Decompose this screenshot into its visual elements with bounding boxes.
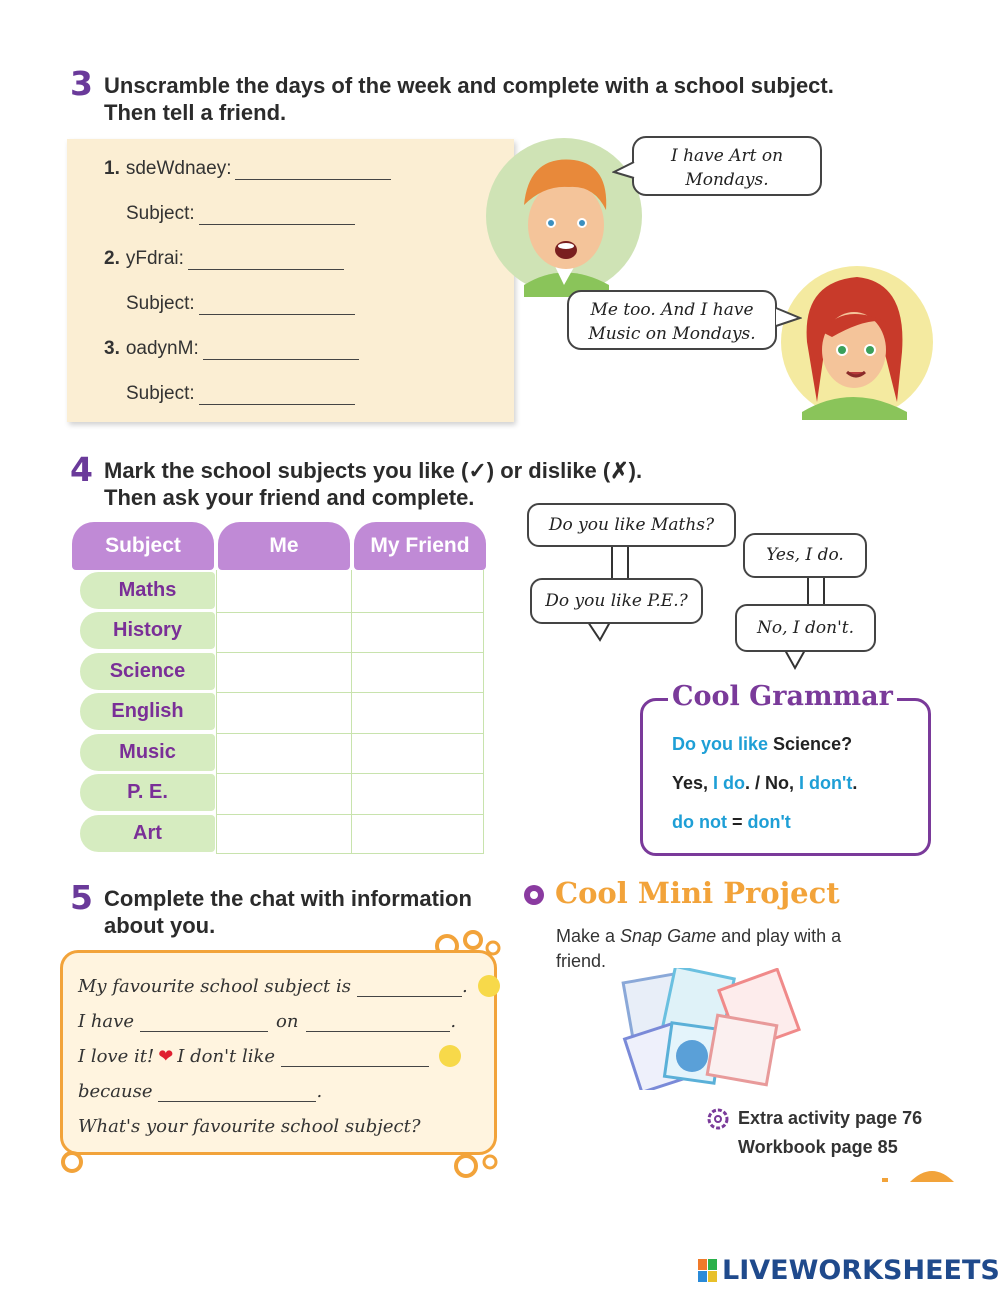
cell-history-me[interactable] (216, 613, 352, 653)
chat-line-2 (78, 1011, 456, 1032)
liveworksheets-logo-icon (698, 1259, 718, 1283)
mini-project-text-c: friend. (556, 951, 607, 971)
mini-project-text-a: Make a (556, 926, 621, 946)
mini-project-text (556, 924, 841, 974)
grammar-l3-equals: = (726, 812, 748, 832)
item-1-day-row (104, 158, 391, 180)
cell-maths-me[interactable] (216, 570, 352, 613)
cell-pe-me[interactable] (216, 774, 352, 815)
item-3-subject-blank[interactable] (199, 387, 355, 405)
happy-face-icon (478, 975, 500, 997)
decorative-sun-corner (880, 1160, 956, 1182)
boy-speech-line1: I have Art on (670, 146, 784, 166)
item-1-scrambled: sdeWdnaey: (125, 158, 232, 179)
grammar-l3-dont: don't (747, 812, 791, 832)
subject-science: Science (80, 653, 215, 690)
subject-art: Art (80, 815, 215, 852)
header-my-friend: My Friend (354, 522, 486, 570)
grammar-title: Cool Grammar (668, 681, 897, 712)
chat-line-3-text-a: I love it! (78, 1046, 155, 1067)
subject-music: Music (80, 734, 215, 771)
bubble-question-pe: Do you like P.E.? (530, 578, 703, 624)
cell-pe-friend[interactable] (352, 774, 484, 815)
grammar-line-2 (672, 773, 857, 794)
cell-maths-friend[interactable] (352, 570, 484, 613)
cell-english-friend[interactable] (352, 693, 484, 734)
header-me: Me (218, 522, 350, 570)
chat-line-3-blank[interactable] (281, 1049, 429, 1067)
exercise-3-instruction-line2: Then tell a friend. (104, 100, 287, 125)
grammar-l2-i-dont: I don't (794, 773, 853, 793)
item-2-subject-blank[interactable] (199, 297, 355, 315)
chat-line-1-text: My favourite school subject is (78, 976, 351, 997)
item-1-day-blank[interactable] (235, 162, 391, 180)
cell-science-me[interactable] (216, 653, 352, 693)
cell-music-me[interactable] (216, 734, 352, 774)
exercise-5-instruction (104, 885, 472, 939)
exercise-4-number: 4 (70, 450, 93, 489)
girl-bubble-tail (774, 306, 802, 330)
chat-line-1-blank[interactable] (357, 979, 462, 997)
mini-project-text-b: and play with a (716, 926, 842, 946)
item-2-subject-row (126, 293, 355, 315)
chat-line-5 (78, 1116, 420, 1137)
girl-speech-line1: Me too. And I have (590, 300, 754, 320)
item-1-number: 1. (104, 158, 120, 179)
chat-line-2-period: . (450, 1011, 457, 1032)
chat-line-5-text: What's your favourite school subject? (78, 1116, 421, 1137)
gear-icon (520, 881, 548, 909)
item-1-subject-row (126, 203, 355, 225)
item-3-scrambled: oadynM: (125, 338, 199, 359)
grammar-l1-black: Science? (768, 734, 853, 754)
chat-line-1-period: . (461, 976, 468, 997)
exercise-5-instruction-line1: Complete the chat with information (104, 886, 472, 911)
boy-speech-line2: Mondays. (685, 170, 769, 190)
exercise-5-instruction-line2: about you. (104, 913, 216, 938)
chat-line-3-text-b: I don't like (177, 1046, 276, 1067)
mini-project-title: Cool Mini Project (555, 876, 840, 910)
chat-line-4-period: . (316, 1081, 323, 1102)
chat-line-4-blank[interactable] (158, 1084, 316, 1102)
exercise-4-instruction-line1: Mark the school subjects you like (✓) or dislike (✗). (104, 458, 643, 483)
bubble-question-maths: Do you like Maths? (527, 503, 736, 547)
item-3-subject-label: Subject: (126, 383, 195, 404)
chat-line-4-text: because (78, 1081, 153, 1102)
exercise-3-instruction-line1: Unscramble the days of the week and complete with a school subject. (104, 73, 834, 98)
cell-english-me[interactable] (216, 693, 352, 734)
grammar-l1-blue: Do you like (672, 734, 769, 754)
exercise-5-number: 5 (70, 878, 93, 917)
cell-history-friend[interactable] (352, 613, 484, 653)
item-3-number: 3. (104, 338, 120, 359)
subject-history: History (80, 612, 215, 649)
exercise-3-number: 3 (70, 64, 93, 103)
item-2-day-blank[interactable] (188, 252, 344, 270)
decorative-swirls-bottom (452, 1150, 502, 1182)
item-1-subject-blank[interactable] (199, 207, 355, 225)
mini-project-game-name: Snap Game (620, 926, 717, 946)
exercise-4-instruction-line2: Then ask your friend and complete. (104, 485, 475, 510)
subject-maths: Maths (80, 572, 215, 609)
bubble-answer-no: No, I don't. (735, 604, 876, 652)
extra-activity-link[interactable]: Extra activity page 76 (738, 1108, 923, 1128)
liveworksheets-brand: LIVEWORKSHEETS (722, 1255, 1000, 1286)
subject-english: English (80, 693, 215, 730)
item-3-subject-row (126, 383, 355, 405)
extra-activity-gear-icon (705, 1106, 731, 1132)
workbook-link[interactable]: Workbook page 85 (738, 1137, 898, 1157)
item-2-number: 2. (104, 248, 120, 269)
sad-face-icon (439, 1045, 461, 1067)
cell-art-me[interactable] (216, 815, 352, 854)
grammar-l2-period: . (852, 773, 858, 793)
item-1-subject-label: Subject: (126, 203, 195, 224)
grammar-l2-i-do: I do (708, 773, 746, 793)
chat-line-1 (78, 975, 500, 997)
subject-pe: P. E. (80, 774, 215, 811)
item-2-subject-label: Subject: (126, 293, 195, 314)
item-2-scrambled: yFdrai: (125, 248, 184, 269)
chat-line-3 (78, 1045, 461, 1067)
chat-line-2-text-a: I have (78, 1011, 134, 1032)
grammar-line-3 (672, 812, 791, 833)
snap-cards-illustration (620, 968, 810, 1090)
girl-speech-line2: Music on Mondays. (588, 324, 756, 344)
grammar-line-1 (672, 734, 852, 755)
item-2-day-row (104, 248, 344, 270)
chat-line-2-blank-b[interactable] (306, 1014, 450, 1032)
exercise-3-instruction (104, 72, 834, 126)
girl-illustration (772, 262, 936, 420)
chat-line-2-text-b: on (275, 1011, 299, 1032)
grammar-l2-yes: Yes, (672, 773, 709, 793)
heart-icon: ❤ (158, 1046, 174, 1067)
cell-science-friend[interactable] (352, 653, 484, 693)
chat-line-4 (78, 1081, 322, 1102)
decorative-swirl-left (58, 1148, 88, 1178)
bubble-answer-yes: Yes, I do. (743, 533, 867, 578)
boy-bubble-tail (612, 160, 636, 182)
boy-speech-bubble (632, 136, 822, 196)
cell-art-friend[interactable] (352, 815, 484, 854)
item-3-day-blank[interactable] (203, 342, 359, 360)
grammar-l3-do-not: do not (672, 812, 727, 832)
girl-speech-bubble (567, 290, 777, 350)
chat-line-2-blank-a[interactable] (140, 1014, 268, 1032)
header-subject: Subject (72, 522, 214, 570)
grammar-l2-no: . / No, (745, 773, 795, 793)
answer-paper (67, 139, 514, 422)
cell-music-friend[interactable] (352, 734, 484, 774)
item-3-day-row (104, 338, 359, 360)
